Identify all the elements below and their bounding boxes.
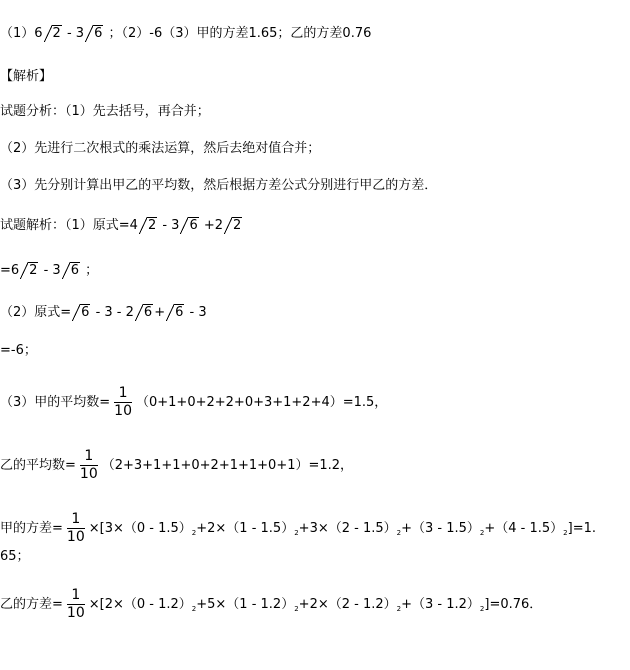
radicand: 6 — [143, 305, 153, 320]
solution-line-4: =-6； — [0, 343, 37, 358]
radicand: 2 — [147, 218, 157, 233]
exponent: 2 — [479, 529, 485, 537]
solution-text: （2+3+1+1+0+2+1+1+0+1）=1.2， — [101, 458, 354, 473]
exponent: 2 — [396, 605, 402, 613]
solution-line-3 — [0, 305, 207, 321]
sqrt-6 — [62, 263, 80, 279]
sqrt-6 — [85, 26, 103, 42]
answer-text: ；（2）-6（3）甲的方差1.65；乙的方差0.76 — [104, 26, 372, 41]
analysis-line-3: （3）先分别计算出甲乙的平均数，然后根据方差公式分别进行甲乙的方差． — [0, 178, 438, 193]
solution-text: - 3 - 2 — [91, 305, 134, 320]
answer-line — [0, 26, 371, 42]
solution-line-7-wrap: 65； — [0, 549, 30, 564]
sqrt-6 — [72, 305, 90, 321]
radicand: 2 — [52, 26, 61, 41]
numerator: 1 — [80, 448, 98, 466]
solution-text: （0+1+0+2+2+0+3+1+2+4）=1.5， — [136, 395, 388, 410]
solution-text: +3×（2 - 1.5） — [298, 521, 397, 536]
numerator: 1 — [67, 587, 85, 605]
radicand: 6 — [70, 263, 79, 278]
fraction-one-tenth — [67, 511, 85, 546]
exponent: 2 — [294, 605, 299, 613]
solution-text: +（3 - 1.2） — [401, 597, 480, 612]
fraction-one-tenth — [80, 448, 98, 483]
denominator: 10 — [66, 605, 85, 621]
sqrt-2 — [224, 218, 242, 234]
solution-text: 试题解析：（1）原式=4 — [0, 218, 138, 233]
radicand: 6 — [189, 218, 198, 233]
denominator: 10 — [66, 529, 85, 545]
denominator: 10 — [114, 403, 132, 419]
exponent: 2 — [191, 605, 197, 613]
numerator: 1 — [67, 511, 85, 529]
solution-text: ]=1. — [567, 521, 597, 536]
solution-text: +2×（2 - 1.2） — [298, 597, 397, 612]
exponent: 2 — [396, 529, 402, 537]
solution-text: ； — [80, 263, 99, 278]
solution-text: ×[3×（0 - 1.5） — [88, 521, 192, 536]
solution-line-8 — [0, 586, 542, 625]
sqrt-6 — [166, 305, 184, 321]
solution-text: - 3 — [185, 305, 207, 320]
analysis-line-2: （2）先进行二次根式的乘法运算，然后去绝对值合并； — [0, 141, 321, 156]
radicand: 6 — [94, 26, 103, 41]
solution-text: +2×（1 - 1.5） — [196, 521, 295, 536]
section-heading: 【解析】 — [0, 69, 53, 84]
solution-text: 乙的平均数= — [0, 458, 76, 473]
analysis-line-1: 试题分析：（1）先去括号，再合并； — [0, 104, 210, 119]
solution-text: 甲的方差= — [0, 521, 63, 536]
exponent: 2 — [294, 529, 299, 537]
solution-text: +（4 - 1.5） — [484, 521, 564, 536]
numerator: 1 — [114, 385, 132, 403]
solution-text: - 3 — [39, 263, 61, 278]
radicand: 2 — [29, 263, 38, 278]
exponent: 2 — [191, 529, 197, 537]
solution-text: ]=0.76． — [484, 597, 543, 612]
sqrt-6 — [135, 305, 153, 321]
solution-line-7 — [0, 510, 596, 549]
sqrt-2 — [44, 26, 62, 42]
sqrt-2 — [20, 263, 38, 279]
solution-line-1 — [0, 218, 243, 234]
solution-line-5 — [0, 384, 387, 422]
solution-text: +5×（1 - 1.2） — [196, 597, 295, 612]
solution-text: +（3 - 1.5） — [401, 521, 480, 536]
radicand: 6 — [175, 305, 184, 320]
sqrt-6 — [180, 218, 198, 234]
solution-text: ×[2×（0 - 1.2） — [88, 597, 192, 612]
radicand: 2 — [233, 218, 242, 233]
radicand: 6 — [81, 305, 90, 320]
solution-text: - 3 — [158, 218, 180, 233]
fraction-one-tenth — [67, 587, 85, 622]
solution-text: 乙的方差= — [0, 597, 63, 612]
answer-text: - 3 — [62, 26, 85, 41]
exponent: 2 — [479, 605, 485, 613]
denominator: 10 — [79, 466, 98, 482]
solution-text: （2）原式= — [0, 305, 72, 320]
solution-text: （3）甲的平均数= — [0, 395, 111, 410]
solution-line-2 — [0, 263, 98, 279]
sqrt-2 — [139, 218, 157, 234]
exponent: 2 — [563, 529, 568, 537]
solution-line-6 — [0, 447, 353, 485]
solution-text: + — [154, 305, 166, 320]
fraction-one-tenth — [114, 385, 132, 420]
answer-text: （1）6 — [0, 26, 43, 41]
solution-text: +2 — [199, 218, 224, 233]
solution-text: =6 — [0, 263, 20, 278]
